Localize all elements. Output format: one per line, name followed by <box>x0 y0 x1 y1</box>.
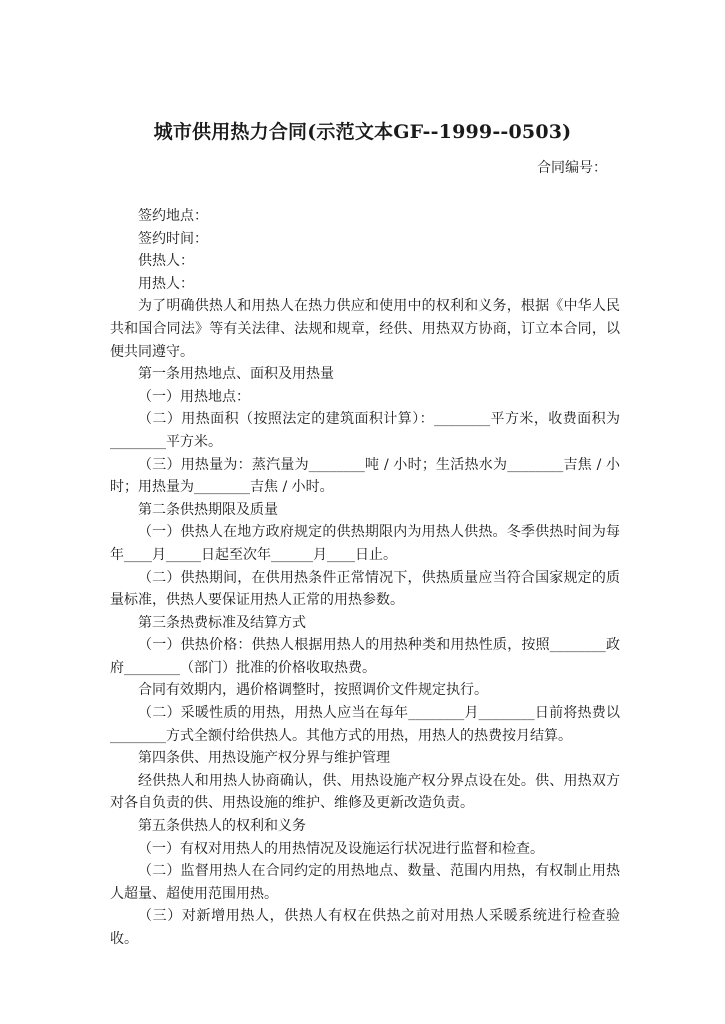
article-5-item-1: （一）有权对用热人的用热情况及设施运行状况进行监督和检查。 <box>138 840 544 857</box>
article-1-heading: 第一条用热地点、面积及用热量 <box>138 366 334 383</box>
article-5-item-2: （二）监督用热人在合同约定的用热地点、数量、范围内用热，有权制止用热人超量、超使用范围用热。 <box>110 863 620 902</box>
article-2-item-2: （二）供热期间，在供用热条件正常情况下，供热质量应当符合国家规定的质量标准，供热人要保证用热人正常的用热参数。 <box>110 569 620 609</box>
article-4-heading: 第四条供、用热设施产权分界与维护管理 <box>138 750 390 767</box>
article-3-note: 合同有效期内，遇价格调整时，按照调价文件规定执行。 <box>138 682 488 699</box>
field-sign-place: 签约地点： <box>138 208 208 224</box>
article-2-heading: 第二条供热期限及质量 <box>138 501 278 518</box>
article-1-item-2: （二）用热面积（按照法定的建筑面积计算）：________平方米，收费面积为________平方米。 <box>110 411 620 450</box>
contract-number-label: 合同编号： <box>537 160 607 176</box>
article-3-item-2: （二）采暖性质的用热，用热人应当在每年________月________日前将热费以________方式全额付给供热人。其他方式的用热，用热人的热费按月结算。 <box>110 705 620 744</box>
document-body <box>110 205 620 951</box>
article-3-heading: 第三条热费标准及结算方式 <box>138 614 306 631</box>
preamble-paragraph: 为了明确供热人和用热人在热力供应和使用中的权利和义务，根据《中华人民共和国合同法》等有关法律、法规和规章，经供、用热双方协商，订立本合同，以便共同遵守。 <box>110 298 620 360</box>
field-supplier: 供热人： <box>138 253 194 270</box>
document-title: 城市供用热力合同(示范文本GF--1999--0503) <box>153 121 572 143</box>
field-sign-time: 签约时间： <box>138 230 208 247</box>
article-3-item-1: （一）供热价格：供热人根据用热人的用热种类和用热性质，按照________政府________（部门）批准的价格收取热费。 <box>110 637 620 676</box>
article-5-heading: 第五条供热人的权利和义务 <box>138 818 306 835</box>
field-user: 用热人： <box>138 275 194 292</box>
article-1-item-3: （三）用热量为：蒸汽量为________吨 / 小时；生活热水为________吉焦 / 小时；用热量为________吉焦 / 小时。 <box>110 456 620 496</box>
article-2-item-1: （一）供热人在地方政府规定的供热期限内为用热人供热。冬季供热时间为每年____月_____日起至次年______月____日止。 <box>110 524 620 563</box>
article-5-item-3: （三）对新增用热人，供热人有权在供热之前对用热人采暖系统进行检查验收。 <box>110 908 620 947</box>
article-1-item-1: （一）用热地点： <box>138 388 250 405</box>
article-4-paragraph: 经供热人和用热人协商确认，供、用热设施产权分界点设在处。供、用热双方对各自负责的供、用热设施的维护、维修及更新改造负责。 <box>110 772 620 812</box>
